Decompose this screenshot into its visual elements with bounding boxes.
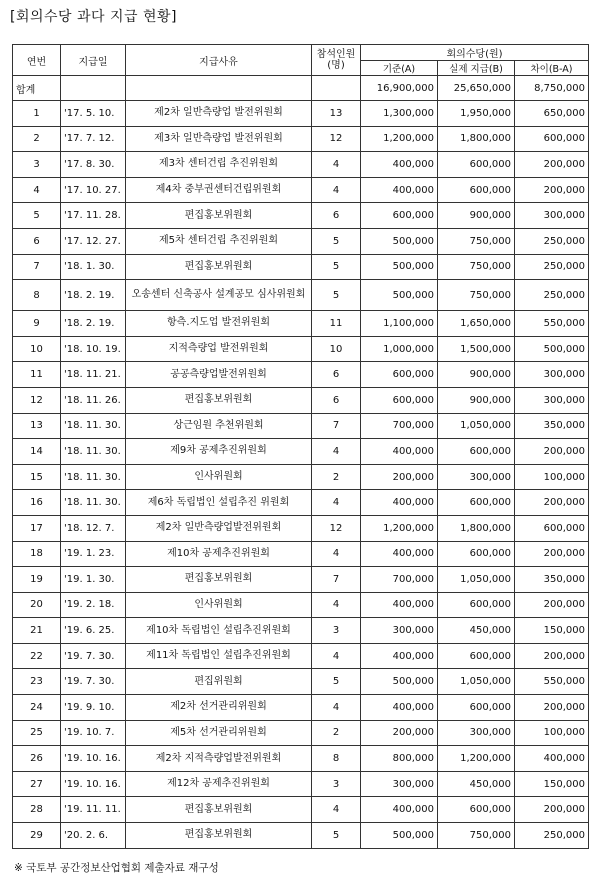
payment-reason: 편집홍보위원회 — [126, 567, 312, 593]
base-amount: 300,000 — [361, 618, 438, 644]
row-number: 5 — [13, 203, 61, 229]
difference-amount: 600,000 — [515, 126, 589, 152]
actual-amount: 1,050,000 — [438, 413, 515, 439]
attendee-count: 2 — [312, 464, 361, 490]
attendee-count: 5 — [312, 669, 361, 695]
payment-date: '19. 1. 23. — [61, 541, 126, 567]
attendee-count: 4 — [312, 797, 361, 823]
attendee-count: 11 — [312, 311, 361, 337]
attendee-count: 7 — [312, 413, 361, 439]
table-row — [13, 823, 589, 849]
payment-reason: 오송센터 신축공사 설계공모 심사위원회 — [126, 280, 312, 311]
actual-amount: 750,000 — [438, 280, 515, 311]
difference-amount: 200,000 — [515, 592, 589, 618]
attendee-count: 6 — [312, 387, 361, 413]
payment-date: '19. 6. 25. — [61, 618, 126, 644]
attendee-count: 4 — [312, 695, 361, 721]
total-reason-empty — [126, 76, 312, 101]
payment-reason: 상근임원 추천위원회 — [126, 413, 312, 439]
difference-amount: 650,000 — [515, 101, 589, 127]
actual-amount: 1,200,000 — [438, 746, 515, 772]
header-row — [13, 45, 589, 61]
difference-amount: 350,000 — [515, 567, 589, 593]
attendee-count: 3 — [312, 618, 361, 644]
allowance-table — [12, 44, 589, 849]
payment-date: '17. 10. 27. — [61, 177, 126, 203]
row-number: 26 — [13, 746, 61, 772]
base-amount: 200,000 — [361, 720, 438, 746]
difference-amount: 150,000 — [515, 771, 589, 797]
base-amount: 400,000 — [361, 797, 438, 823]
actual-amount: 1,650,000 — [438, 311, 515, 337]
base-amount: 200,000 — [361, 464, 438, 490]
row-number: 8 — [13, 280, 61, 311]
payment-reason: 인사위원회 — [126, 464, 312, 490]
difference-amount: 200,000 — [515, 439, 589, 465]
base-amount: 800,000 — [361, 746, 438, 772]
table-row — [13, 280, 589, 311]
table-row — [13, 464, 589, 490]
actual-amount: 750,000 — [438, 228, 515, 254]
table-row — [13, 669, 589, 695]
attendee-count: 7 — [312, 567, 361, 593]
difference-amount: 600,000 — [515, 515, 589, 541]
payment-date: '18. 2. 19. — [61, 311, 126, 337]
table-row — [13, 101, 589, 127]
table-row — [13, 254, 589, 280]
row-number: 7 — [13, 254, 61, 280]
payment-date: '18. 1. 30. — [61, 254, 126, 280]
total-attendees-empty — [312, 76, 361, 101]
attendee-count: 5 — [312, 823, 361, 849]
difference-amount: 200,000 — [515, 643, 589, 669]
actual-amount: 600,000 — [438, 643, 515, 669]
difference-amount: 200,000 — [515, 152, 589, 178]
payment-date: '18. 11. 30. — [61, 464, 126, 490]
table-row — [13, 311, 589, 337]
table-row — [13, 439, 589, 465]
attendee-count: 4 — [312, 152, 361, 178]
row-number: 4 — [13, 177, 61, 203]
row-number: 23 — [13, 669, 61, 695]
attendee-count: 4 — [312, 177, 361, 203]
payment-reason: 제5차 선거관리위원회 — [126, 720, 312, 746]
payment-reason: 편집홍보위원회 — [126, 203, 312, 229]
payment-reason: 항측.지도업 발전위원회 — [126, 311, 312, 337]
payment-date: '19. 10. 16. — [61, 771, 126, 797]
difference-amount: 250,000 — [515, 254, 589, 280]
table-row — [13, 695, 589, 721]
row-number: 20 — [13, 592, 61, 618]
base-amount: 1,200,000 — [361, 126, 438, 152]
difference-amount: 500,000 — [515, 336, 589, 362]
attendee-count: 5 — [312, 228, 361, 254]
header-allowance-group: 회의수당(원) — [361, 45, 589, 61]
actual-amount: 1,050,000 — [438, 669, 515, 695]
payment-date: '18. 10. 19. — [61, 336, 126, 362]
attendee-count: 2 — [312, 720, 361, 746]
table-row — [13, 387, 589, 413]
base-amount: 400,000 — [361, 643, 438, 669]
row-number: 9 — [13, 311, 61, 337]
row-number: 27 — [13, 771, 61, 797]
difference-amount: 150,000 — [515, 618, 589, 644]
attendee-count: 5 — [312, 280, 361, 311]
row-number: 6 — [13, 228, 61, 254]
attendee-count: 4 — [312, 592, 361, 618]
base-amount: 1,300,000 — [361, 101, 438, 127]
attendee-count: 5 — [312, 254, 361, 280]
table-row — [13, 567, 589, 593]
table-row — [13, 618, 589, 644]
difference-amount: 200,000 — [515, 695, 589, 721]
table-row — [13, 336, 589, 362]
base-amount: 400,000 — [361, 490, 438, 516]
payment-reason: 제2차 선거관리위원회 — [126, 695, 312, 721]
payment-reason: 제6차 독립법인 설립추진 위원회 — [126, 490, 312, 516]
payment-reason: 제2차 지적측량업발전위원회 — [126, 746, 312, 772]
table-row — [13, 203, 589, 229]
row-number: 16 — [13, 490, 61, 516]
difference-amount: 550,000 — [515, 669, 589, 695]
actual-amount: 600,000 — [438, 490, 515, 516]
base-amount: 400,000 — [361, 541, 438, 567]
row-number: 12 — [13, 387, 61, 413]
total-actual: 25,650,000 — [438, 76, 515, 101]
actual-amount: 450,000 — [438, 618, 515, 644]
payment-reason: 제5차 센터건립 추진위원회 — [126, 228, 312, 254]
attendee-count: 4 — [312, 541, 361, 567]
attendee-count: 13 — [312, 101, 361, 127]
attendee-count: 4 — [312, 490, 361, 516]
row-number: 13 — [13, 413, 61, 439]
actual-amount: 1,800,000 — [438, 126, 515, 152]
base-amount: 400,000 — [361, 439, 438, 465]
total-date-empty — [61, 76, 126, 101]
payment-reason: 제2차 일반측량업발전위원회 — [126, 515, 312, 541]
base-amount: 500,000 — [361, 823, 438, 849]
base-amount: 1,000,000 — [361, 336, 438, 362]
row-number: 11 — [13, 362, 61, 388]
attendee-count: 4 — [312, 439, 361, 465]
payment-reason: 제3차 일반측량업 발전위원회 — [126, 126, 312, 152]
base-amount: 500,000 — [361, 254, 438, 280]
payment-reason: 제2차 일반측량업 발전위원회 — [126, 101, 312, 127]
payment-reason: 편집위원회 — [126, 669, 312, 695]
difference-amount: 100,000 — [515, 464, 589, 490]
actual-amount: 750,000 — [438, 254, 515, 280]
row-number: 15 — [13, 464, 61, 490]
base-amount: 500,000 — [361, 280, 438, 311]
actual-amount: 600,000 — [438, 177, 515, 203]
payment-reason: 제3차 센터건립 추진위원회 — [126, 152, 312, 178]
payment-reason: 지적측량업 발전위원회 — [126, 336, 312, 362]
base-amount: 400,000 — [361, 152, 438, 178]
payment-date: '17. 8. 30. — [61, 152, 126, 178]
payment-date: '17. 11. 28. — [61, 203, 126, 229]
header-reason: 지급사유 — [126, 45, 312, 76]
actual-amount: 1,800,000 — [438, 515, 515, 541]
actual-amount: 600,000 — [438, 152, 515, 178]
base-amount: 500,000 — [361, 228, 438, 254]
difference-amount: 400,000 — [515, 746, 589, 772]
payment-date: '18. 2. 19. — [61, 280, 126, 311]
row-number: 3 — [13, 152, 61, 178]
base-amount: 600,000 — [361, 362, 438, 388]
row-number: 29 — [13, 823, 61, 849]
base-amount: 700,000 — [361, 567, 438, 593]
actual-amount: 600,000 — [438, 541, 515, 567]
source-footnote: ※ 국토부 공간정보산업협회 제출자료 재구성 — [14, 862, 219, 874]
header-date: 지급일 — [61, 45, 126, 76]
actual-amount: 300,000 — [438, 464, 515, 490]
base-amount: 400,000 — [361, 177, 438, 203]
difference-amount: 100,000 — [515, 720, 589, 746]
payment-reason: 편집홍보위원회 — [126, 387, 312, 413]
base-amount: 600,000 — [361, 203, 438, 229]
payment-reason: 제11차 독립법인 설립추진위원회 — [126, 643, 312, 669]
actual-amount: 600,000 — [438, 592, 515, 618]
table-row — [13, 362, 589, 388]
payment-reason: 제9차 공제추진위원회 — [126, 439, 312, 465]
row-number: 25 — [13, 720, 61, 746]
payment-reason: 편집홍보위원회 — [126, 254, 312, 280]
base-amount: 600,000 — [361, 387, 438, 413]
difference-amount: 250,000 — [515, 280, 589, 311]
payment-date: '18. 11. 30. — [61, 490, 126, 516]
table-row — [13, 126, 589, 152]
payment-date: '18. 11. 21. — [61, 362, 126, 388]
base-amount: 400,000 — [361, 592, 438, 618]
payment-date: '19. 2. 18. — [61, 592, 126, 618]
table-row — [13, 797, 589, 823]
payment-reason: 제10차 독립법인 설립추진위원회 — [126, 618, 312, 644]
table-row — [13, 643, 589, 669]
actual-amount: 900,000 — [438, 387, 515, 413]
actual-amount: 600,000 — [438, 695, 515, 721]
payment-date: '19. 10. 16. — [61, 746, 126, 772]
payment-reason: 편집홍보위원회 — [126, 797, 312, 823]
actual-amount: 300,000 — [438, 720, 515, 746]
actual-amount: 1,500,000 — [438, 336, 515, 362]
total-row — [13, 76, 589, 101]
header-diff: 차이(B-A) — [515, 61, 589, 76]
payment-date: '19. 7. 30. — [61, 643, 126, 669]
table-row — [13, 152, 589, 178]
difference-amount: 200,000 — [515, 490, 589, 516]
row-number: 10 — [13, 336, 61, 362]
table-row — [13, 771, 589, 797]
table-row — [13, 177, 589, 203]
payment-date: '19. 1. 30. — [61, 567, 126, 593]
table-row — [13, 490, 589, 516]
header-base: 기준(A) — [361, 61, 438, 76]
header-no: 연번 — [13, 45, 61, 76]
header-actual: 실제 지급(B) — [438, 61, 515, 76]
row-number: 2 — [13, 126, 61, 152]
payment-date: '19. 7. 30. — [61, 669, 126, 695]
table-row — [13, 413, 589, 439]
base-amount: 300,000 — [361, 771, 438, 797]
payment-date: '18. 11. 26. — [61, 387, 126, 413]
actual-amount: 600,000 — [438, 797, 515, 823]
payment-date: '17. 5. 10. — [61, 101, 126, 127]
actual-amount: 600,000 — [438, 439, 515, 465]
actual-amount: 900,000 — [438, 203, 515, 229]
attendee-count: 6 — [312, 203, 361, 229]
payment-date: '18. 11. 30. — [61, 413, 126, 439]
attendee-count: 6 — [312, 362, 361, 388]
table-row — [13, 228, 589, 254]
attendee-count: 10 — [312, 336, 361, 362]
difference-amount: 300,000 — [515, 362, 589, 388]
row-number: 22 — [13, 643, 61, 669]
attendee-count: 3 — [312, 771, 361, 797]
actual-amount: 750,000 — [438, 823, 515, 849]
difference-amount: 350,000 — [515, 413, 589, 439]
payment-reason: 제10차 공제추진위원회 — [126, 541, 312, 567]
payment-reason: 제4차 중부권센터건립위원회 — [126, 177, 312, 203]
table-row — [13, 720, 589, 746]
base-amount: 1,200,000 — [361, 515, 438, 541]
row-number: 18 — [13, 541, 61, 567]
actual-amount: 1,950,000 — [438, 101, 515, 127]
table-row — [13, 746, 589, 772]
payment-reason: 제12차 공제추진위원회 — [126, 771, 312, 797]
difference-amount: 200,000 — [515, 797, 589, 823]
payment-date: '19. 11. 11. — [61, 797, 126, 823]
payment-reason: 인사위원회 — [126, 592, 312, 618]
row-number: 21 — [13, 618, 61, 644]
difference-amount: 250,000 — [515, 228, 589, 254]
actual-amount: 1,050,000 — [438, 567, 515, 593]
total-label: 합계 — [13, 76, 61, 101]
payment-reason: 편집홍보위원회 — [126, 823, 312, 849]
page-title: [회의수당 과다 지급 현황] — [10, 9, 178, 25]
table-row — [13, 515, 589, 541]
total-diff: 8,750,000 — [515, 76, 589, 101]
total-base: 16,900,000 — [361, 76, 438, 101]
difference-amount: 300,000 — [515, 203, 589, 229]
payment-date: '17. 12. 27. — [61, 228, 126, 254]
payment-date: '18. 11. 30. — [61, 439, 126, 465]
row-number: 19 — [13, 567, 61, 593]
payment-date: '18. 12. 7. — [61, 515, 126, 541]
attendee-count: 12 — [312, 515, 361, 541]
actual-amount: 450,000 — [438, 771, 515, 797]
payment-date: '20. 2. 6. — [61, 823, 126, 849]
row-number: 28 — [13, 797, 61, 823]
row-number: 24 — [13, 695, 61, 721]
difference-amount: 300,000 — [515, 387, 589, 413]
attendee-count: 8 — [312, 746, 361, 772]
row-number: 17 — [13, 515, 61, 541]
table-row — [13, 541, 589, 567]
payment-date: '17. 7. 12. — [61, 126, 126, 152]
row-number: 1 — [13, 101, 61, 127]
difference-amount: 200,000 — [515, 177, 589, 203]
row-number: 14 — [13, 439, 61, 465]
base-amount: 400,000 — [361, 695, 438, 721]
actual-amount: 900,000 — [438, 362, 515, 388]
payment-date: '19. 9. 10. — [61, 695, 126, 721]
difference-amount: 250,000 — [515, 823, 589, 849]
header-attendees: 참석인원 (명) — [312, 45, 361, 76]
table-row — [13, 592, 589, 618]
base-amount: 1,100,000 — [361, 311, 438, 337]
attendee-count: 4 — [312, 643, 361, 669]
difference-amount: 200,000 — [515, 541, 589, 567]
payment-reason: 공공측량업발전위원회 — [126, 362, 312, 388]
payment-date: '19. 10. 7. — [61, 720, 126, 746]
attendee-count: 12 — [312, 126, 361, 152]
difference-amount: 550,000 — [515, 311, 589, 337]
base-amount: 700,000 — [361, 413, 438, 439]
base-amount: 500,000 — [361, 669, 438, 695]
